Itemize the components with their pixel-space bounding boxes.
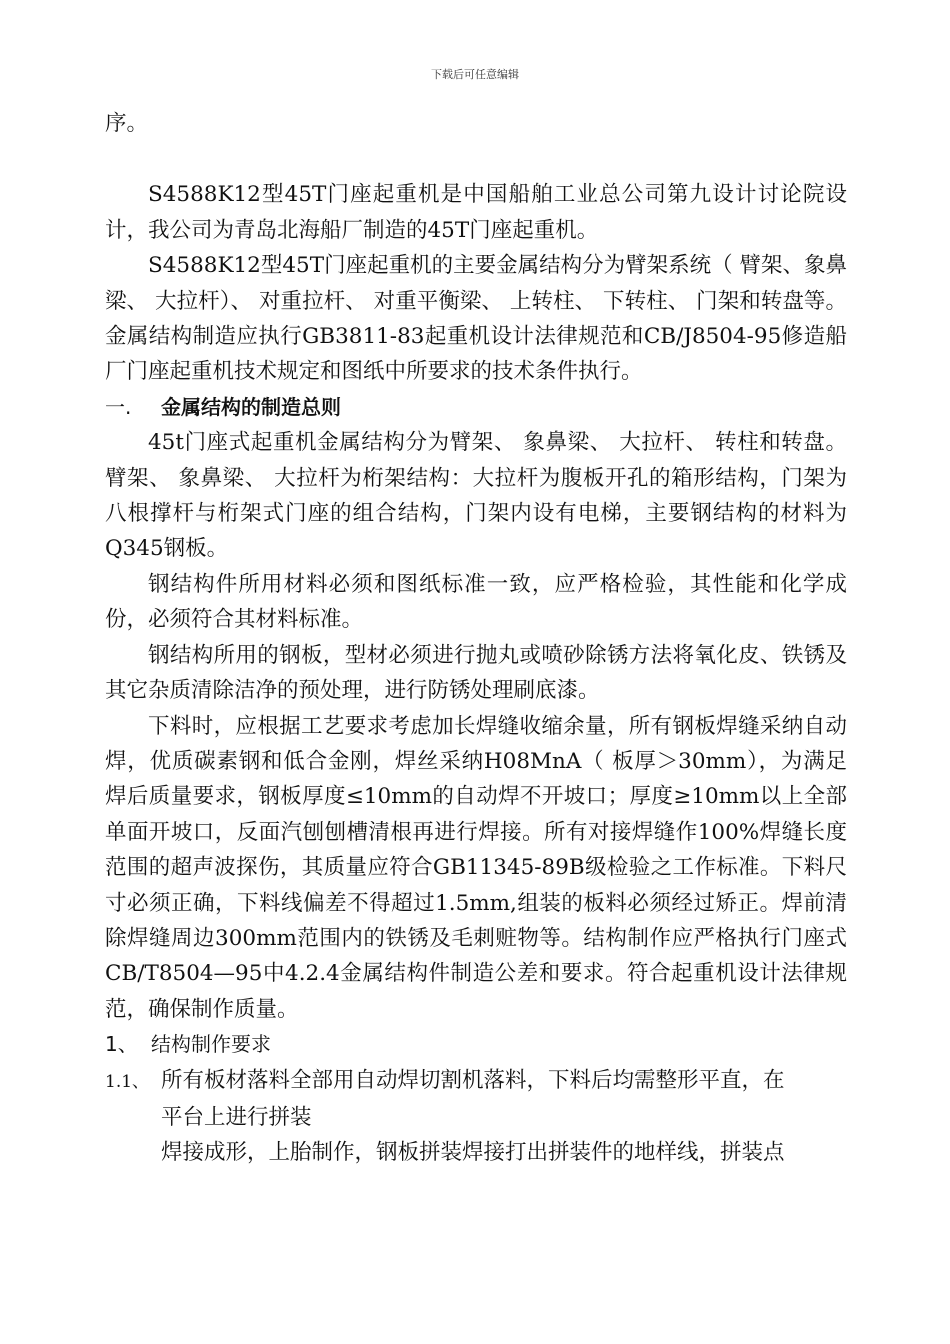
paragraph-overview: 45t门座式起重机金属结构分为臂架、 象鼻梁、 大拉杆、 转柱和转盘。臂架、 象鼻梁、 大拉杆为桁架结构：大拉杆为腹板开孔的箱形结构，门架为八根撑杆与桁架式门座的组合结构，门架内设有电梯，主要钢结构的材料为Q345钢板。 (105, 430, 847, 562)
paragraph-pretreatment: 钢结构所用的钢板，型材必须进行抛丸或喷砂除锈方法将氧化皮、铁锈及其它杂质清除洁净的预处理，进行防锈处理刷底漆。 (105, 642, 847, 704)
subsection-number: 1、 (105, 1032, 138, 1057)
paragraph-welding: 焊接成形，上胎制作，钢板拼装焊接打出拼装件的地样线，拼装点 (161, 1140, 785, 1166)
section-title: 金属结构的制造总则 (161, 394, 341, 419)
subsection-title: 结构制作要求 (151, 1032, 271, 1057)
paragraph-structure: S4588K12型45T门座起重机的主要金属结构分为臂架系统（ 臂架、象鼻梁、 大拉杆）、 对重拉杆、 对重平衡梁、 上转柱、 下转柱、 门架和转盘等。金属结构制造应执行GB3811-83起重机设计法律规范和CB/J8504-95修造船厂门座起重机技术规定和图纸中所要求的技术条件执行。 (105, 253, 847, 385)
paragraph-intro: S4588K12型45T门座起重机是中国船舶工业总公司第九设计讨论院设计，我公司为青岛北海船厂制造的45T门座起重机。 (105, 182, 847, 243)
page-header: 下载后可任意编辑 (431, 68, 519, 81)
item-number: 1.1、 (105, 1071, 150, 1092)
item-heading (105, 1063, 847, 1100)
section-number: 一. (105, 394, 132, 419)
item-text-line2: 平台上进行拼装 (161, 1104, 312, 1130)
paragraph-cutting: 下料时，应根据工艺要求考虑加长焊缝收缩余量，所有钢板焊缝采纳自动焊，优质碳素钢和低合金刚，焊丝采纳H08MnA（ 板厚＞30mm），为满足焊后质量要求，钢板厚度≤10mm的自动焊不开坡口；厚度≥10mm以上全部单面开坡口，反面汽刨刨槽清根再进行焊接。所有对接焊缝作100%焊缝长度范围的超声波探伤，其质量应符合GB11345-89B级检验之工作标准。下料尺寸必须正确，下料线偏差不得超过1.5mm,组装的板料必须经过矫正。焊前清除焊缝周边300mm范围内的铁锈及毛刺赃物等。结构制作应严格执行门座式CB/T8504—95中4.2.4金属结构件制造公差和要求。符合起重机设计法律规范，确保制作质量。 (105, 713, 847, 1022)
section-heading (105, 390, 847, 425)
paragraph-gap (105, 141, 847, 177)
document-body (105, 106, 847, 1171)
item-text-line1: 所有板材落料全部用自动焊切割机落料，下料后均需整形平直，在 (161, 1067, 785, 1093)
paragraph-materials: 钢结构件所用材料必须和图纸标准一致，应严格检验，其性能和化学成份，必须符合其材料标准。 (105, 571, 847, 633)
subsection-heading (105, 1027, 847, 1062)
paragraph-continuation: 序。 (105, 111, 149, 136)
